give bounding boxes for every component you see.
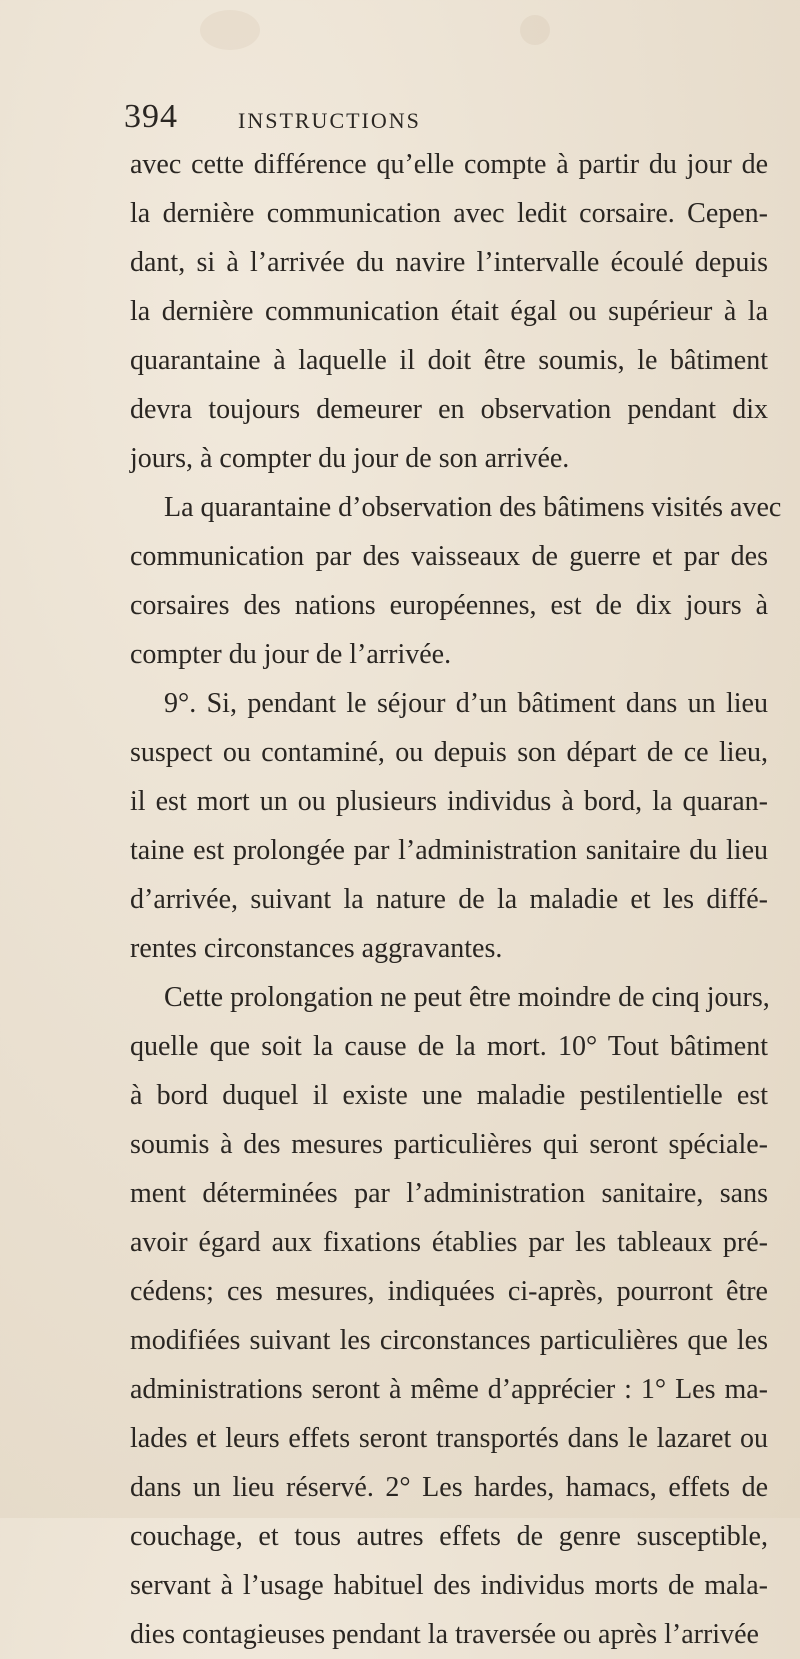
text-line: cédens; ces mesures, indiquées ci-après, pourront être <box>130 1276 768 1307</box>
text-line: La quarantaine d’observation des bâtimens visités avec <box>164 492 782 523</box>
text-line: dant, si à l’arrivée du navire l’intervalle écoulé depuis <box>130 247 768 278</box>
text-line: modifiées suivant les circonstances particulières que les <box>130 1325 768 1356</box>
text-line: servant à l’usage habituel des individus morts de mala- <box>130 1570 768 1601</box>
text-line: lades et leurs effets seront transportés dans le lazaret ou <box>130 1423 768 1454</box>
paper-stain <box>200 10 260 50</box>
paper-stain <box>520 15 550 45</box>
text-line: dans un lieu réservé. 2° Les hardes, hamacs, effets de <box>130 1472 768 1503</box>
text-line: 9°. Si, pendant le séjour d’un bâtiment dans un lieu <box>164 688 768 719</box>
text-line: administrations seront à même d’apprécier : 1° Les ma- <box>130 1374 768 1405</box>
page-number: 394 <box>124 98 178 135</box>
text-line: dies contagieuses pendant la traversée ou après l’arrivée <box>130 1619 759 1650</box>
text-line: à bord duquel il existe une maladie pestilentielle est <box>130 1080 768 1111</box>
text-line: communication par des vaisseaux de guerre et par des <box>130 541 768 572</box>
text-line: quelle que soit la cause de la mort. 10° Tout bâtiment <box>130 1031 768 1062</box>
text-line: la dernière communication était égal ou supérieur à la <box>130 296 768 327</box>
text-line: avec cette différence qu’elle compte à partir du jour de <box>130 149 768 180</box>
text-line: avoir égard aux fixations établies par les tableaux pré- <box>130 1227 768 1258</box>
text-line: quarantaine à laquelle il doit être soumis, le bâtiment <box>130 345 768 376</box>
running-head <box>118 98 738 138</box>
text-line: ment déterminées par l’administration sanitaire, sans <box>130 1178 768 1209</box>
running-title: INSTRUCTIONS <box>238 108 421 133</box>
text-line: soumis à des mesures particulières qui seront spéciale- <box>130 1129 768 1160</box>
text-line: taine est prolongée par l’administration sanitaire du lieu <box>130 835 768 866</box>
text-line: Cette prolongation ne peut être moindre de cinq jours, <box>164 982 770 1013</box>
text-line: corsaires des nations européennes, est de dix jours à <box>130 590 768 621</box>
text-line: il est mort un ou plusieurs individus à bord, la quaran- <box>130 786 768 817</box>
text-line: couchage, et tous autres effets de genre susceptible, <box>130 1521 768 1552</box>
text-line: suspect ou contaminé, ou depuis son départ de ce lieu, <box>130 737 768 768</box>
body-text <box>130 140 782 1659</box>
text-line: d’arrivée, suivant la nature de la maladie et les diffé- <box>130 884 768 915</box>
text-line: rentes circonstances aggravantes. <box>130 933 503 964</box>
text-line: jours, à compter du jour de son arrivée. <box>130 443 570 474</box>
text-line: la dernière communication avec ledit corsaire. Cepen- <box>130 198 768 229</box>
text-line: compter du jour de l’arrivée. <box>130 639 452 670</box>
text-line: devra toujours demeurer en observation pendant dix <box>130 394 768 425</box>
